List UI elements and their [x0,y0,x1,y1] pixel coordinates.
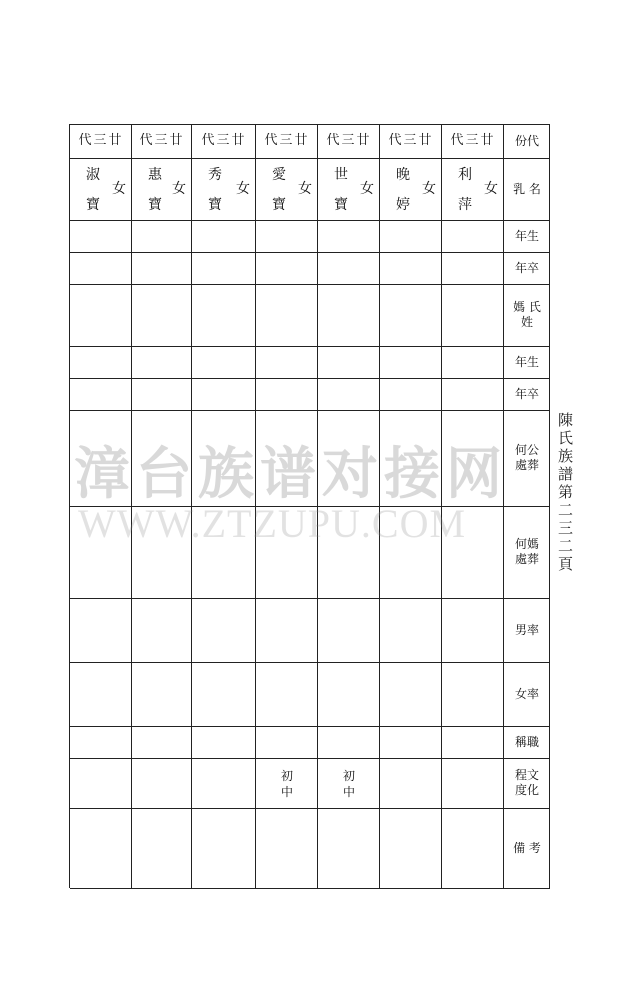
name-char-top: 愛 [272,167,286,183]
table-row-rule [70,284,550,285]
row-label-daughters: 女率 [514,686,539,701]
generation-cell: 代三廿 [78,133,124,148]
name-char-bottom: 寶 [86,197,100,213]
watermark-url: WWW.ZTZUPU.COM [78,501,467,546]
table-row-rule [70,888,550,889]
name-char-top: 淑 [86,167,100,183]
name-char-bottom: 萍 [458,197,472,213]
generation-cell: 代三廿 [264,133,310,148]
row-label-education: 程文 度化 [514,768,543,797]
gender-mark: 女 [172,181,186,197]
name-char-top: 秀 [208,167,222,183]
name-char-top: 晚 [396,167,410,183]
row-label-spouse-birth: 年生 [514,354,539,369]
name-char-top: 世 [334,167,348,183]
table-row-rule [70,220,550,221]
table-row-rule [70,252,550,253]
gender-mark: 女 [236,181,250,197]
gender-mark: 女 [298,181,312,197]
row-label-sons: 男率 [514,622,539,637]
name-char-bottom: 寶 [148,197,162,213]
name-char-bottom: 婷 [396,197,410,213]
name-char-bottom: 寶 [334,197,348,213]
table-row-rule [70,410,550,411]
page-caption: 陳氏族譜第二三二頁 [556,412,574,574]
generation-cell: 代三廿 [450,133,496,148]
row-label-remarks: 備 考 [513,840,541,855]
gender-mark: 女 [360,181,374,197]
name-char-top: 利 [458,167,472,183]
generation-cell: 代三廿 [388,133,434,148]
row-label-birth: 年生 [514,228,539,243]
row-label-name: 乳 名 [513,181,541,196]
row-label-title: 稱職 [514,734,539,749]
row-label-spouse: 媽 氏姓 [513,300,541,329]
name-char-top: 惠 [148,167,162,183]
watermark-title: 漳台族谱对接网 [74,442,508,507]
education-cell: 初中 [280,769,293,800]
table-row-rule [70,346,550,347]
row-label-generation: 份代 [514,133,539,148]
education-cell: 初中 [342,769,355,800]
gender-mark: 女 [112,181,126,197]
table-row-rule [70,158,550,159]
name-char-bottom: 寶 [208,197,222,213]
table-row-rule [70,598,550,599]
gender-mark: 女 [422,181,436,197]
row-label-burial-husband: 何公 處葬 [514,443,543,472]
gender-mark: 女 [484,181,498,197]
generation-cell: 代三廿 [139,133,185,148]
table-row-rule [70,378,550,379]
row-label-burial-wife: 何媽 處葬 [514,537,543,566]
table-row-rule [70,662,550,663]
generation-cell: 代三廿 [326,133,372,148]
name-char-bottom: 寶 [272,197,286,213]
generation-cell: 代三廿 [201,133,247,148]
row-label-death: 年卒 [514,260,539,275]
table-row-rule [70,808,550,809]
table-row-rule [70,726,550,727]
row-label-spouse-death: 年卒 [514,386,539,401]
table-row-rule [70,758,550,759]
